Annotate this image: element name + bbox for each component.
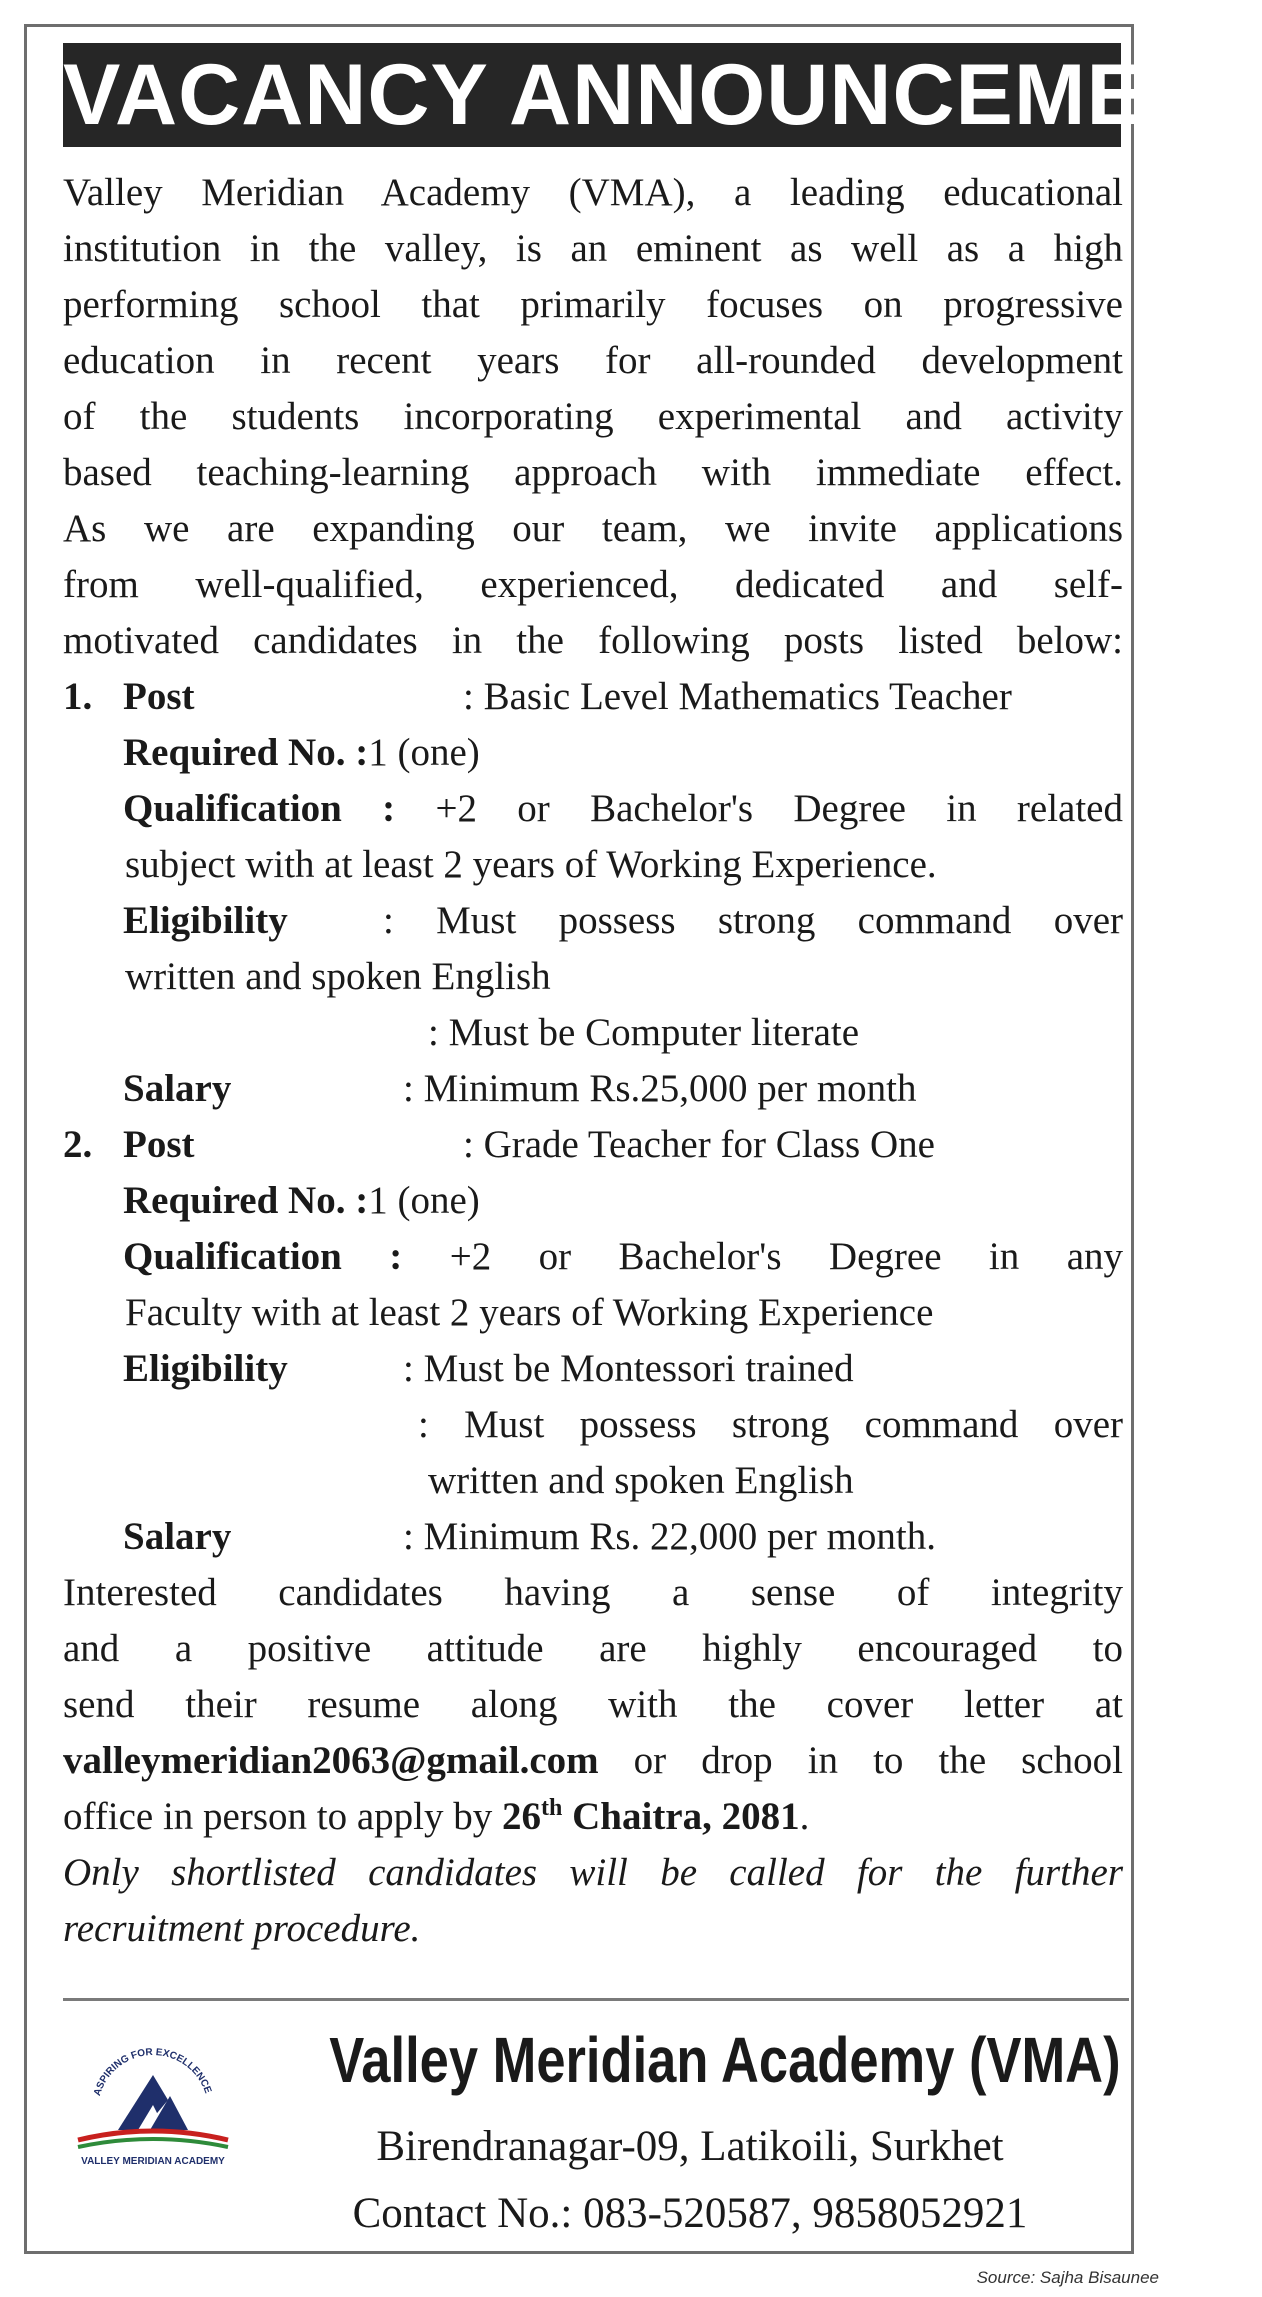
required-value: 1 (one) <box>368 731 480 774</box>
eligibility-cont: written and spoken English <box>428 1459 854 1502</box>
eligibility-row <box>63 1397 1123 1453</box>
qualification-label: Qualification : <box>123 1235 403 1278</box>
qualification-cont: subject with at least 2 years of Working Experience. <box>125 843 937 886</box>
school-contact: Contact No.: 083-520587, 9858052921 <box>352 2190 1028 2237</box>
eligibility-value: : Must be Computer literate <box>428 1011 860 1054</box>
intro-line: As we are expanding our team, we invite applications <box>63 507 1123 550</box>
eligibility-label: Eligibility <box>123 1347 288 1390</box>
qualification-value: +2 or Bachelor's Degree in any <box>449 1235 1124 1278</box>
source-credit: Source: Sajha Bisaunee <box>976 2268 1159 2287</box>
intro-line: motivated candidates in the following posts listed below: <box>63 619 1123 662</box>
post-number: 2. <box>63 1123 93 1166</box>
post-1-row <box>63 669 1123 725</box>
salary-value: : Minimum Rs.25,000 per month <box>403 1067 917 1110</box>
closing-line: and a positive attitude are highly encouraged to <box>63 1627 1123 1670</box>
qualification-label: Qualification : <box>123 787 396 830</box>
required-value: 1 (one) <box>368 1179 480 1222</box>
intro-line: education in recent years for all-rounded development <box>63 339 1123 382</box>
announcement-body <box>63 165 1123 1957</box>
salary-value: : Minimum Rs. 22,000 per month. <box>403 1515 937 1558</box>
salary-label: Salary <box>123 1067 232 1110</box>
eligibility-cont: written and spoken English <box>125 955 551 998</box>
required-label: Required No. : <box>123 731 369 774</box>
shortlist-note: Only shortlisted candidates will be called for the further <box>63 1851 1123 1894</box>
salary-row <box>63 1509 1123 1565</box>
qualification-row <box>63 781 1123 837</box>
intro-line: from well-qualified, experienced, dedicated and self- <box>63 563 1123 606</box>
intro-line: performing school that primarily focuses on progressive <box>63 283 1123 326</box>
qualification-value: +2 or Bachelor's Degree in related <box>435 787 1123 830</box>
closing-line: send their resume along with the cover letter at <box>63 1683 1123 1726</box>
eligibility-value: : Must possess strong command over <box>418 1403 1123 1446</box>
post-title: : Grade Teacher for Class One <box>463 1123 935 1166</box>
eligibility-row <box>63 1341 1123 1397</box>
intro-line: institution in the valley, is an eminent as well as a high <box>63 227 1123 270</box>
svg-text:ASPIRING FOR EXCELLENCE: ASPIRING FOR EXCELLENCE <box>91 2046 214 2098</box>
post-2-row <box>63 1117 1123 1173</box>
eligibility-value: : Must possess strong command over <box>383 899 1123 942</box>
salary-label: Salary <box>123 1515 232 1558</box>
apply-text: office in person to apply by <box>63 1795 503 1838</box>
apply-deadline-line: office in person to apply by 26th Chaitra, 2081. <box>63 1795 810 1838</box>
page-title: VACANCY ANNOUNCEMENT <box>63 43 1121 147</box>
closing-line: Interested candidates having a sense of integrity <box>63 1571 1123 1614</box>
school-address: Birendranagar-09, Latikoili, Surkhet <box>376 2123 1004 2170</box>
shortlist-note: recruitment procedure. <box>63 1907 421 1950</box>
post-label: Post <box>123 675 195 718</box>
intro-line: Valley Meridian Academy (VMA), a leading educational <box>63 171 1123 214</box>
required-label: Required No. : <box>123 1179 369 1222</box>
deadline: 26th Chaitra, 2081 <box>502 1795 800 1838</box>
logo-caption: VALLEY MERIDIAN ACADEMY <box>81 2156 225 2167</box>
apply-text: or drop in to the school <box>598 1739 1123 1782</box>
post-number: 1. <box>63 675 93 718</box>
divider <box>63 1998 1129 2001</box>
post-label: Post <box>123 1123 195 1166</box>
qualification-row <box>63 1229 1123 1285</box>
salary-row <box>63 1061 1123 1117</box>
school-logo <box>58 2030 248 2170</box>
post-title: : Basic Level Mathematics Teacher <box>463 675 1012 718</box>
intro-line: of the students incorporating experimental and activity <box>63 395 1123 438</box>
school-name: Valley Meridian Academy (VMA) <box>329 2024 1121 2096</box>
required-row <box>63 725 1123 781</box>
eligibility-value: : Must be Montessori trained <box>403 1347 854 1390</box>
qualification-cont: Faculty with at least 2 years of Working Experience <box>125 1291 934 1334</box>
eligibility-label: Eligibility <box>123 899 288 942</box>
intro-line: based teaching-learning approach with immediate effect. <box>63 451 1123 494</box>
required-row <box>63 1173 1123 1229</box>
apply-line <box>63 1733 1123 1789</box>
email-link[interactable]: valleymeridian2063@gmail.com <box>63 1739 599 1782</box>
eligibility-row <box>63 893 1123 949</box>
